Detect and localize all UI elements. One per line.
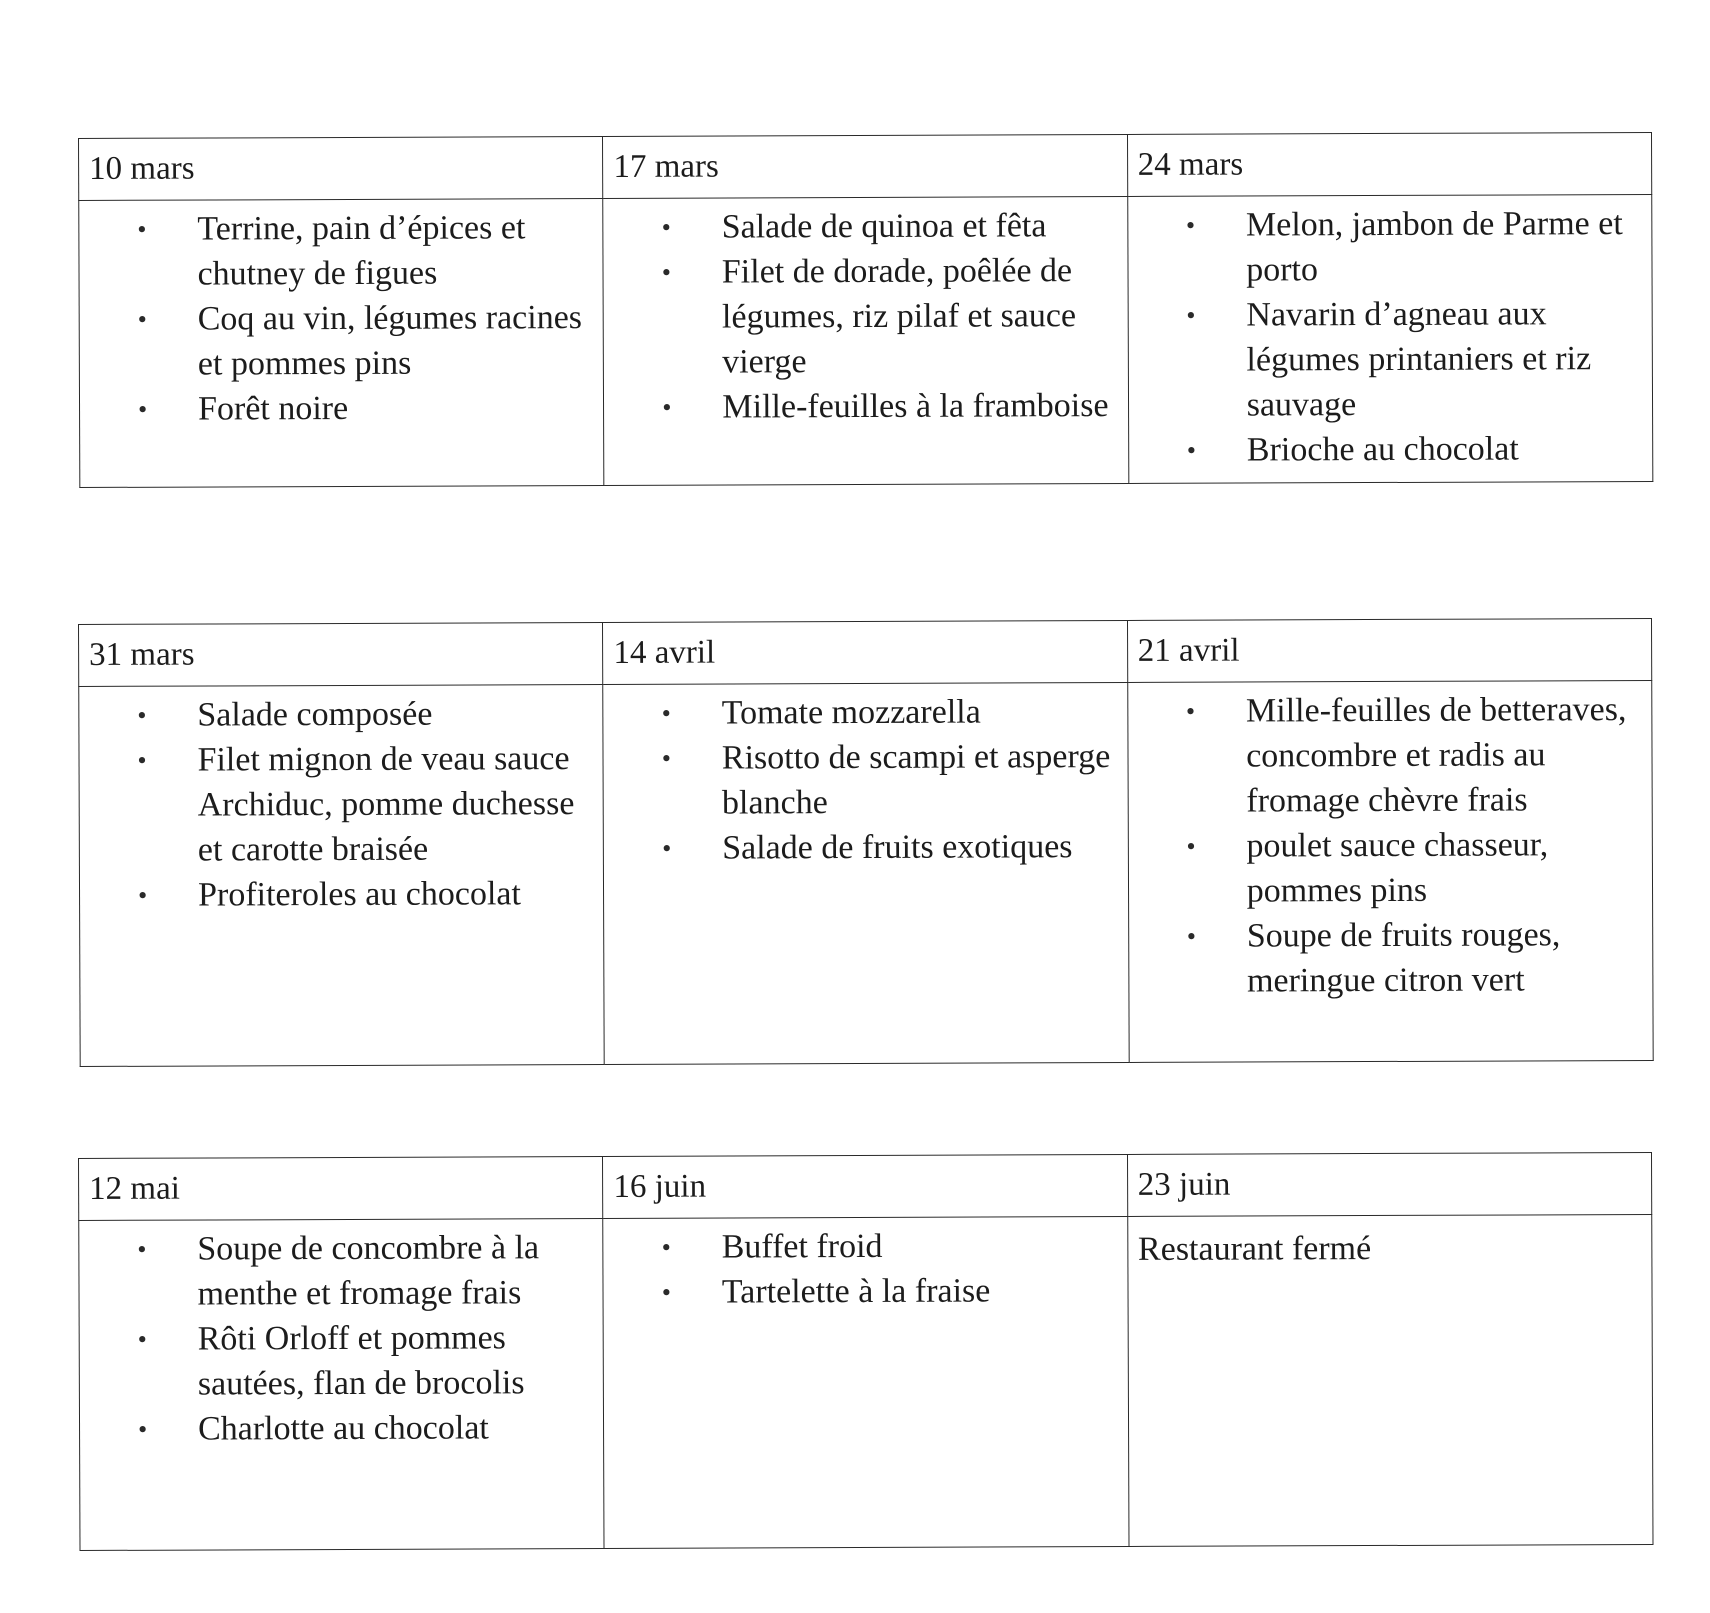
menu-item: • Salade de quinoa et fêta xyxy=(722,203,1117,250)
menu-item: • Melon, jambon de Parme et porto xyxy=(1246,201,1642,293)
menu-cell-14-avril xyxy=(603,682,1129,1064)
date-header-21-avril: 21 avril xyxy=(1127,618,1652,682)
menu-item: • Coq au vin, légumes racines et pommes pins xyxy=(198,295,594,387)
date-header-17-mars: 17 mars xyxy=(603,134,1128,198)
date-header-10-mars: 10 mars xyxy=(79,136,604,200)
menu-item: • Salade de fruits exotiques xyxy=(722,824,1117,871)
menu-item: • Buffet froid xyxy=(722,1223,1117,1270)
date-header-24-mars: 24 mars xyxy=(1127,132,1652,196)
menu-item: • Filet mignon de veau sauce Archiduc, pomme duchesse et carotte braisée xyxy=(197,736,593,873)
menu-list xyxy=(89,1225,593,1452)
closed-notice: Restaurant fermé xyxy=(1137,1230,1372,1268)
menu-item: • Mille-feuilles à la framboise xyxy=(722,383,1117,430)
date-header-23-juin: 23 juin xyxy=(1127,1152,1652,1216)
menu-table-may-june xyxy=(78,1152,1653,1551)
menu-list xyxy=(614,689,1118,871)
date-header-14-avril: 14 avril xyxy=(603,620,1128,684)
menu-list xyxy=(614,203,1118,430)
menu-item: • poulet sauce chasseur, pommes pins xyxy=(1246,822,1642,914)
menu-cell-21-avril xyxy=(1127,680,1653,1062)
menu-item: • Salade composée xyxy=(197,691,592,738)
menu-item: • Rôti Orloff et pommes sautées, flan de brocolis xyxy=(198,1315,594,1407)
menu-cell-12-mai xyxy=(79,1218,605,1550)
menu-item: • Soupe de concombre à la menthe et fromage frais xyxy=(197,1225,593,1317)
menu-item: • Terrine, pain d’épices et chutney de figues xyxy=(197,205,593,297)
menu-list xyxy=(1138,201,1642,473)
menu-list xyxy=(89,691,593,918)
menu-cell-16-juin xyxy=(603,1216,1129,1548)
menu-item: • Tartelette à la fraise xyxy=(722,1268,1117,1315)
menu-list xyxy=(1138,687,1643,1004)
menu-cell-31-mars xyxy=(79,684,605,1066)
menu-item: • Tomate mozzarella xyxy=(722,689,1117,736)
menu-item: • Forêt noire xyxy=(198,385,593,432)
menu-item: • Soupe de fruits rouges, meringue citron vert xyxy=(1247,912,1643,1004)
menu-cell-17-mars xyxy=(603,196,1128,485)
menu-item: • Filet de dorade, poêlée de légumes, riz pilaf et sauce vierge xyxy=(722,248,1118,385)
menu-table-march-april xyxy=(78,618,1654,1067)
menu-item: • Brioche au chocolat xyxy=(1247,426,1643,473)
menu-item: • Risotto de scampi et asperge blanche xyxy=(722,734,1118,826)
date-header-12-mai: 12 mai xyxy=(79,1156,604,1220)
menu-item: • Profiteroles au chocolat xyxy=(198,871,593,918)
menu-cell-23-juin xyxy=(1127,1214,1653,1546)
date-header-31-mars: 31 mars xyxy=(79,622,604,686)
menu-item: • Mille-feuilles de betteraves, concombre et radis au fromage chèvre frais xyxy=(1246,687,1642,824)
menu-list xyxy=(89,205,593,432)
menu-cell-10-mars xyxy=(79,198,604,487)
date-header-16-juin: 16 juin xyxy=(603,1154,1128,1218)
menu-cell-24-mars xyxy=(1127,194,1652,483)
menu-item: • Charlotte au chocolat xyxy=(198,1405,593,1452)
menu-table-march xyxy=(78,132,1653,488)
menu-item: • Navarin d’agneau aux légumes printaniers et riz sauvage xyxy=(1246,291,1642,428)
menu-list xyxy=(614,1223,1118,1315)
